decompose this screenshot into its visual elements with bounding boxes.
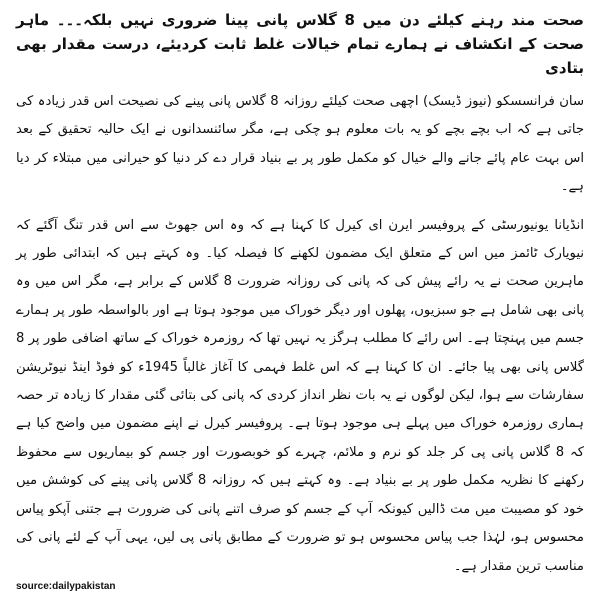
news-article (16, 6, 584, 594)
article-headline: صحت مند رہنے کیلئے دن میں 8 گلاس پانی پینا ضروری نہیں بلکہ۔۔۔ ماہر صحت کے انکشاف نے ہمارے تمام خیالات غلط ثابت کردیئے، درست مقدار بھی بتادی (16, 11, 585, 77)
article-paragraph-intro: سان فرانسسکو (نیوز ڈیسک) اچھی صحت کیلئے روزانہ 8 گلاس پانی پینے کی نصیحت اس قدر زیادہ کی جاتی ہے کہ اب بچے بچے کو یہ بات معلوم ہو چکی ہے، مگر سائنسدانوں نے ایک حالیہ تحقیق کے بعد اس بہت عام پائے جانے والے خیال کو مکمل طور پر بے بنیاد قرار دے کر دنیا کو حیرانی میں مبتلاء کر دیا ہے۔ (16, 94, 584, 195)
source-credit: source:dailypakistan (16, 581, 116, 592)
article-paragraph-body: انڈیانا یونیورسٹی کے پروفیسر ایرن ای کیرل کا کہنا ہے کہ وہ اس جھوٹ سے اس قدر تنگ آگئے کہ نیویارک ٹائمز میں اس کے متعلق ایک مضمون لکھنے کا فیصلہ کیا۔ وہ کہتے ہیں کہ ابتدائی طور پر ماہرین صحت نے یہ رائے پیش کی کہ پانی کی روزانہ ضرورت 8 گلاس کے برابر ہے، مگر اس میں وہ پانی بھی شامل ہے جو سبزیوں، پھلوں اور دیگر خوراک میں موجود ہوتا ہے اور بالواسطہ طور پر ہمارے جسم میں پہنچتا ہے۔ اس رائے کا مطلب ہرگز یہ نہیں تھا کہ روزمرہ خوراک کے ساتھ اضافی طور پر 8 گلاس پانی بھی پیا جائے۔ ان کا کہنا ہے کہ اس غلط فہمی کا آغاز غالباً 1945ء کو فوڈ اینڈ نیوٹریشن سفارشات سے ہوا، لیکن لوگوں نے یہ بات نظر انداز کردی کہ پانی کی بتائی گئی مقدار کا زیادہ تر حصہ ہماری روزمرہ خوراک میں پہلے ہی موجود ہوتا ہے۔ پروفیسر کیرل نے اپنے مضمون میں واضح کیا ہے کہ 8 گلاس پانی پی کر جلد کو نرم و ملائم، چہرے کو خوبصورت اور جسم کو بیماریوں سے محفوظ رکھنے کا نظریہ مکمل طور پر بے بنیاد ہے۔ وہ کہتے ہیں کہ روزانہ 8 گلاس پانی پینے کی کوشش میں خود کو مصیبت میں مت ڈالیں کیونکہ آپ کے جسم کو صرف اتنے پانی کی ضرورت ہے جتنی آپکو پیاس محسوس ہو، لہٰذا جب پیاس محسوس ہو تو ضرورت کے مطابق پانی پی لیں، یہی آپ کے لئے پانی کی مناسب ترین مقدار ہے۔ (16, 217, 584, 574)
